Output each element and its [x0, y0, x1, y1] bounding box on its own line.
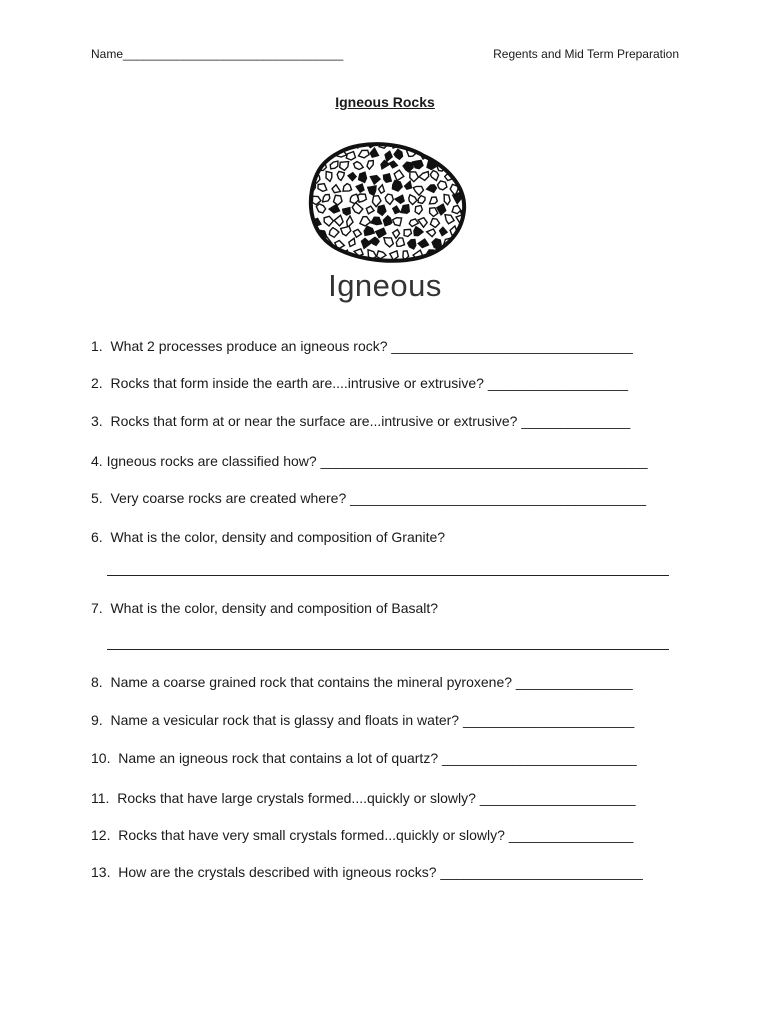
- rock-type-label: Igneous: [328, 268, 442, 303]
- question-7: [91, 599, 438, 617]
- answer-blank[interactable]: _______________: [515, 674, 633, 690]
- question-text: How are the crystals described with igneous rocks?: [118, 864, 437, 880]
- question-3: [91, 412, 630, 430]
- question-5: [91, 489, 646, 507]
- name-blank: _________________________________: [123, 47, 344, 61]
- answer-blank[interactable]: ______________________: [462, 712, 635, 728]
- question-number: 6.: [91, 529, 103, 545]
- question-text: Very coarse rocks are created where?: [110, 490, 347, 506]
- question-12: [91, 826, 633, 844]
- answer-line-6[interactable]: [107, 575, 669, 576]
- igneous-rock-icon: [300, 138, 472, 264]
- question-number: 7.: [91, 600, 103, 616]
- question-text: Rocks that have large crystals formed....quickly or slowly?: [117, 790, 476, 806]
- question-text: Name a coarse grained rock that contains the mineral pyroxene?: [110, 674, 513, 690]
- answer-line-7[interactable]: [107, 649, 669, 650]
- answer-blank[interactable]: _________________________: [442, 750, 637, 766]
- question-2: [91, 374, 628, 392]
- question-6: [91, 528, 445, 546]
- answer-blank[interactable]: ____________________: [479, 790, 636, 806]
- question-text: Name a vesicular rock that is glassy and floats in water?: [110, 712, 460, 728]
- question-text: Igneous rocks are classified how?: [106, 453, 317, 469]
- question-text: What 2 processes produce an igneous rock?: [110, 338, 388, 354]
- question-text: Rocks that form at or near the surface are...intrusive or extrusive?: [110, 413, 518, 429]
- question-number: 3.: [91, 413, 103, 429]
- question-number: 9.: [91, 712, 103, 728]
- page-title: Igneous Rocks: [335, 94, 435, 110]
- question-number: 5.: [91, 490, 103, 506]
- question-11: [91, 789, 636, 807]
- question-number: 8.: [91, 674, 103, 690]
- question-text: What is the color, density and composition of Basalt?: [110, 600, 439, 616]
- question-text: Rocks that have very small crystals formed...quickly or slowly?: [118, 827, 505, 843]
- question-1: [91, 337, 633, 355]
- question-number: 2.: [91, 375, 103, 391]
- question-text: Name an igneous rock that contains a lot of quartz?: [118, 750, 439, 766]
- answer-blank[interactable]: _______________________________: [391, 338, 633, 354]
- question-8: [91, 673, 633, 691]
- answer-blank[interactable]: __________________________________________: [320, 453, 648, 469]
- answer-blank[interactable]: ______________: [521, 413, 631, 429]
- answer-blank[interactable]: __________________: [487, 375, 629, 391]
- answer-blank[interactable]: __________________________: [440, 864, 643, 880]
- question-number: 4.: [91, 453, 103, 469]
- header-course-label: Regents and Mid Term Preparation: [493, 47, 679, 61]
- question-number: 10.: [91, 750, 111, 766]
- question-text: Rocks that form inside the earth are....intrusive or extrusive?: [110, 375, 484, 391]
- name-field: [91, 47, 343, 61]
- question-number: 1.: [91, 338, 103, 354]
- answer-blank[interactable]: ______________________________________: [350, 490, 647, 506]
- answer-blank[interactable]: ________________: [508, 827, 634, 843]
- question-10: [91, 749, 637, 767]
- question-13: [91, 863, 643, 881]
- question-text: What is the color, density and composition of Granite?: [110, 529, 446, 545]
- name-label: Name: [91, 47, 124, 61]
- question-number: 13.: [91, 864, 111, 880]
- question-9: [91, 711, 634, 729]
- question-4: [91, 452, 648, 470]
- question-number: 11.: [91, 790, 110, 806]
- question-number: 12.: [91, 827, 111, 843]
